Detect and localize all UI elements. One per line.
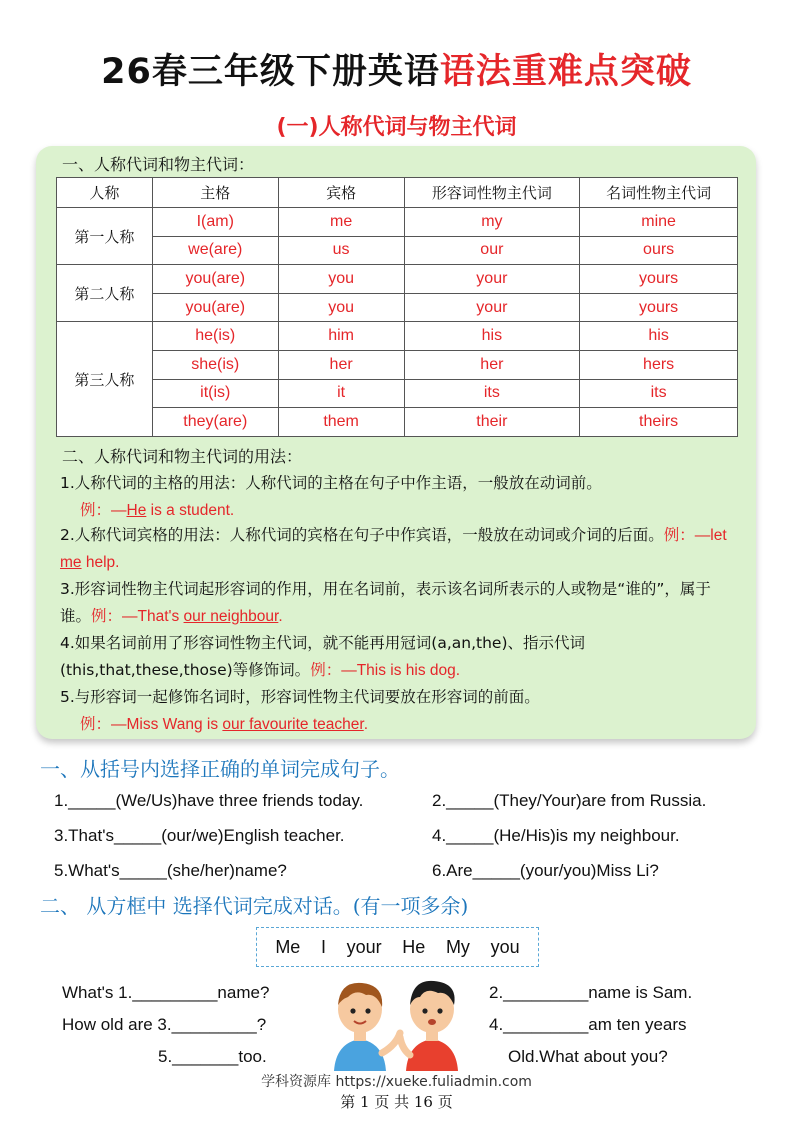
table-cell: you(are): [152, 265, 278, 294]
exercise1-item-4: 4._____(He/His)is my neighbour.: [432, 826, 680, 845]
exercise2-heading-note: (有一项多余): [352, 894, 469, 918]
table-cell: us: [278, 236, 404, 265]
example-prefix: 例：—That's: [91, 608, 184, 625]
exercise2-heading-main: 二、 从方框中 选择代词完成对话。: [40, 894, 353, 918]
person-cell: 第二人称: [57, 265, 153, 322]
rule-1-text: 1.人称代词的主格的用法：人称代词的主格在句子中作主语，一般放在动词前。: [60, 474, 602, 492]
header-noun-possessive: 名词性物主代词: [580, 178, 738, 208]
person-cell: 第一人称: [57, 208, 153, 265]
table-row: [57, 379, 738, 408]
word-box: [256, 927, 539, 967]
header-adj-possessive: 形容词性物主代词: [404, 178, 580, 208]
table-cell: your: [404, 293, 580, 322]
exercise1-heading: 一、从括号内选择正确的单词完成句子。: [40, 757, 400, 781]
table-row: [57, 208, 738, 237]
example-underlined: me: [60, 554, 82, 571]
example-rest: help.: [81, 554, 120, 571]
rule-2: [60, 522, 740, 576]
rule-5-example: [60, 711, 740, 738]
table-cell: I(am): [152, 208, 278, 237]
rule-1: [60, 470, 740, 524]
rule-3: [60, 576, 740, 630]
word-option: your: [346, 936, 382, 957]
exercise1-item-3: 3.That's_____(our/we)English teacher.: [54, 826, 345, 845]
dialog-line-1: What's 1._________name?: [62, 983, 270, 1002]
rule-1-example: [60, 497, 740, 524]
person-cell: 第三人称: [57, 322, 153, 436]
table-cell: it: [278, 379, 404, 408]
example-underlined: our neighbour: [183, 608, 279, 625]
table-row: [57, 236, 738, 265]
table-cell: you: [278, 293, 404, 322]
rule-4: [60, 630, 740, 684]
table-cell: he(is): [152, 322, 278, 351]
exercise1-item-1: 1._____(We/Us)have three friends today.: [54, 791, 364, 810]
word-option: He: [402, 936, 426, 957]
word-option: I: [320, 936, 326, 957]
table-cell: him: [278, 322, 404, 351]
table-cell: you(are): [152, 293, 278, 322]
header-object: 宾格: [278, 178, 404, 208]
word-option: My: [445, 936, 470, 957]
table-cell: our: [404, 236, 580, 265]
table-cell: its: [404, 379, 580, 408]
table-cell: her: [278, 350, 404, 379]
table-cell: it(is): [152, 379, 278, 408]
table-row: [57, 350, 738, 379]
table-cell: his: [580, 322, 738, 351]
table-row: [57, 293, 738, 322]
table-row: [57, 322, 738, 351]
header-person: 人称: [57, 178, 153, 208]
word-option: Me: [275, 936, 301, 957]
header-subject: 主格: [152, 178, 278, 208]
footer-watermark: 学科资源库 https://xueke.fuliadmin.com: [261, 1074, 532, 1090]
table-cell: hers: [580, 350, 738, 379]
rule-5-text: 5.与形容词一起修饰名词时，形容词性物主代词要放在形容词的前面。: [60, 688, 540, 706]
dialog-line-2: 2._________name is Sam.: [489, 983, 693, 1002]
title-black: 26春三年级下册英语: [101, 52, 440, 92]
rule-2-text: 2.人称代词宾格的用法：人称代词的宾格在句子中作宾语，一般放在动词或介词的后面。: [60, 526, 664, 544]
example-rest: .: [363, 716, 369, 733]
table-header-row: [57, 178, 738, 208]
rule-5: [60, 684, 740, 738]
table-row: [57, 408, 738, 437]
table-cell: yours: [580, 265, 738, 294]
rule-4-text: 4.如果名词前用了形容词性物主代词，就不能再用冠词(a,an,the)、指示代词(this,that,these,those)等修饰词。: [60, 634, 585, 679]
table-cell: my: [404, 208, 580, 237]
dialog-line-3: How old are 3._________?: [62, 1015, 267, 1034]
table-row: [57, 265, 738, 294]
table-cell: mine: [580, 208, 738, 237]
exercise1-item-6: 6.Are_____(your/you)Miss Li?: [432, 861, 659, 880]
dialog-line-6: Old.What about you?: [508, 1047, 668, 1066]
table-cell: them: [278, 408, 404, 437]
table-cell: they(are): [152, 408, 278, 437]
exercise1-item-5: 5.What's_____(she/her)name?: [54, 861, 287, 880]
table-cell: theirs: [580, 408, 738, 437]
section1-heading: 一、人称代词和物主代词：: [62, 155, 255, 174]
right-boy-figure: [400, 981, 458, 1071]
section2-heading: 二、人称代词和物主代词的用法：: [62, 447, 303, 466]
table-cell: your: [404, 265, 580, 294]
table-cell: we(are): [152, 236, 278, 265]
page-number: 第 1 页 共 16 页: [340, 1093, 453, 1111]
table-cell: his: [404, 322, 580, 351]
dialog-line-5: 5._______too.: [158, 1047, 267, 1066]
table-cell: their: [404, 408, 580, 437]
example-underlined: our favourite teacher: [222, 716, 364, 733]
table-cell: ours: [580, 236, 738, 265]
rule-3-example: [91, 608, 283, 625]
exercise2-heading: [40, 890, 468, 919]
table-cell: its: [580, 379, 738, 408]
page-subtitle: (一)人称代词与物主代词: [276, 115, 517, 140]
dialog-line-4: 4._________am ten years: [489, 1015, 687, 1034]
table-cell: me: [278, 208, 404, 237]
example-underlined: He: [126, 502, 147, 519]
rule-3-text: 3.形容词性物主代词起形容词的作用，用在名词前，表示该名词所表示的人或物是“谁的”，属于谁。: [60, 580, 711, 625]
page-title: [0, 44, 793, 94]
example-rest: is a student.: [146, 502, 235, 519]
title-red: 语法重难点突破: [439, 52, 692, 92]
table-cell: yours: [580, 293, 738, 322]
example-rest: .: [278, 608, 283, 625]
left-boy-figure: [334, 983, 400, 1071]
example-prefix: 例：—: [80, 502, 127, 519]
example-prefix: 例：—Miss Wang is: [80, 716, 223, 733]
table-cell: she(is): [152, 350, 278, 379]
word-option: you: [490, 936, 520, 957]
rule-4-example: 例：—This is his dog.: [310, 662, 461, 679]
pronoun-table: [56, 177, 738, 437]
example-prefix: 例：—let: [663, 527, 727, 544]
table-cell: you: [278, 265, 404, 294]
exercise1-item-2: 2._____(They/Your)are from Russia.: [432, 791, 707, 810]
two-boys-illustration: [326, 975, 466, 1071]
table-cell: her: [404, 350, 580, 379]
